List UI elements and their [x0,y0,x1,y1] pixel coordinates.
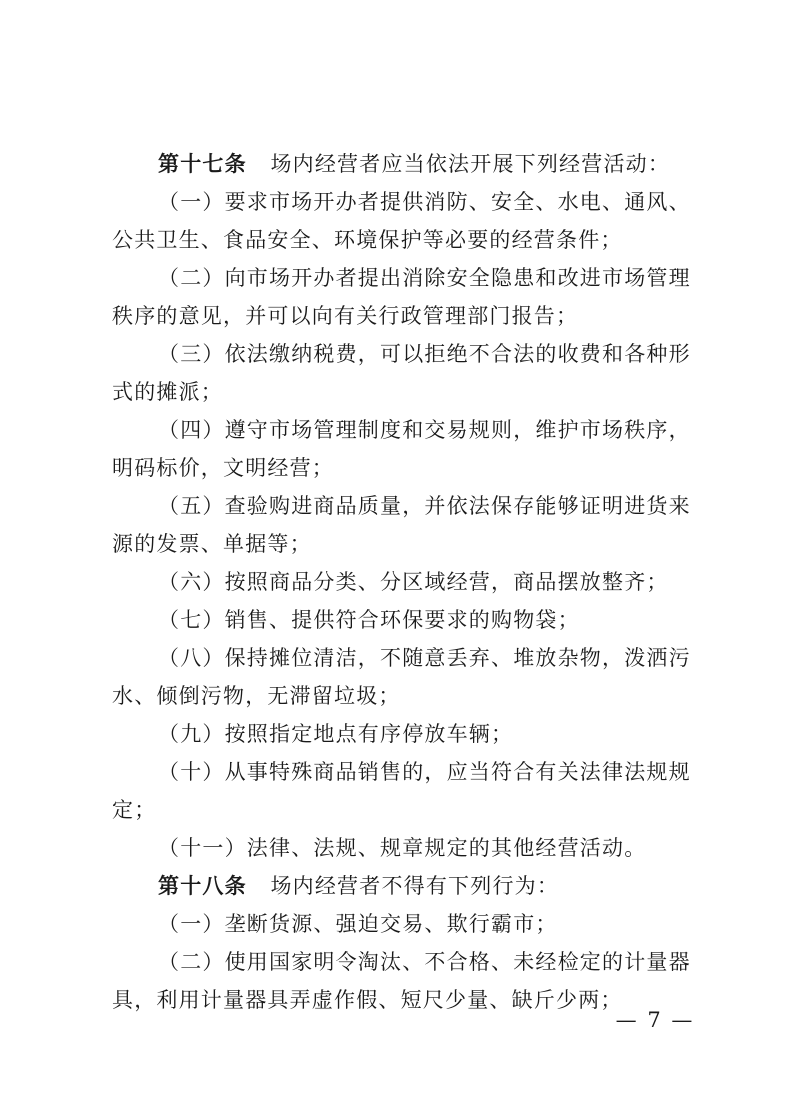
article-17-heading: 第十七条 [158,151,247,176]
article-17-item-1: （一）要求市场开办者提供消防、安全、水电、通风、公共卫生、食品安全、环境保护等必要的经营条件； [112,190,691,252]
article-18-item-2: （二）使用国家明令淘汰、不合格、未经检定的计量器具，利用计量器具弄虚作假、短尺少量、缺斤少两； [112,950,691,1012]
document-body [112,145,712,1019]
article-18-intro-text: 场内经营者不得有下列行为： [270,874,560,898]
page-number: — 7 — [615,1008,695,1032]
article-18-intro [112,867,712,905]
heading-gap [247,874,271,898]
article-17-item-8: （八）保持摊位清洁，不随意丢弃、堆放杂物，泼洒污水、倾倒污物，无滞留垃圾； [112,646,691,708]
article-17-item-7: （七）销售、提供符合环保要求的购物袋； [158,608,580,632]
article-18-heading: 第十八条 [158,873,247,898]
article-17-item-6: （六）按照商品分类、分区域经营，商品摆放整齐； [158,570,669,594]
heading-gap [247,152,271,176]
article-17-item-3: （三）依法缴纳税费，可以拒绝不合法的收费和各种形式的摊派； [112,342,691,404]
article-17-intro [112,145,712,183]
article-17-item-11: （十一）法律、法规、规章规定的其他经营活动。 [158,836,647,860]
article-17-item-9: （九）按照指定地点有序停放车辆； [158,722,514,746]
article-18-item-1: （一）垄断货源、强迫交易、欺行霸市； [158,912,558,936]
article-17-item-5: （五）查验购进商品质量，并依法保存能够证明进货来源的发票、单据等； [112,494,691,556]
article-17-item-4: （四）遵守市场管理制度和交易规则，维护市场秩序，明码标价，文明经营； [112,418,691,480]
article-17-item-2: （二）向市场开办者提出消除安全隐患和改进市场管理秩序的意见，并可以向有关行政管理部门报告； [112,266,691,328]
article-17-item-10: （十）从事特殊商品销售的，应当符合有关法律法规规定； [112,760,691,822]
article-17-intro-text: 场内经营者应当依法开展下列经营活动： [270,152,671,176]
